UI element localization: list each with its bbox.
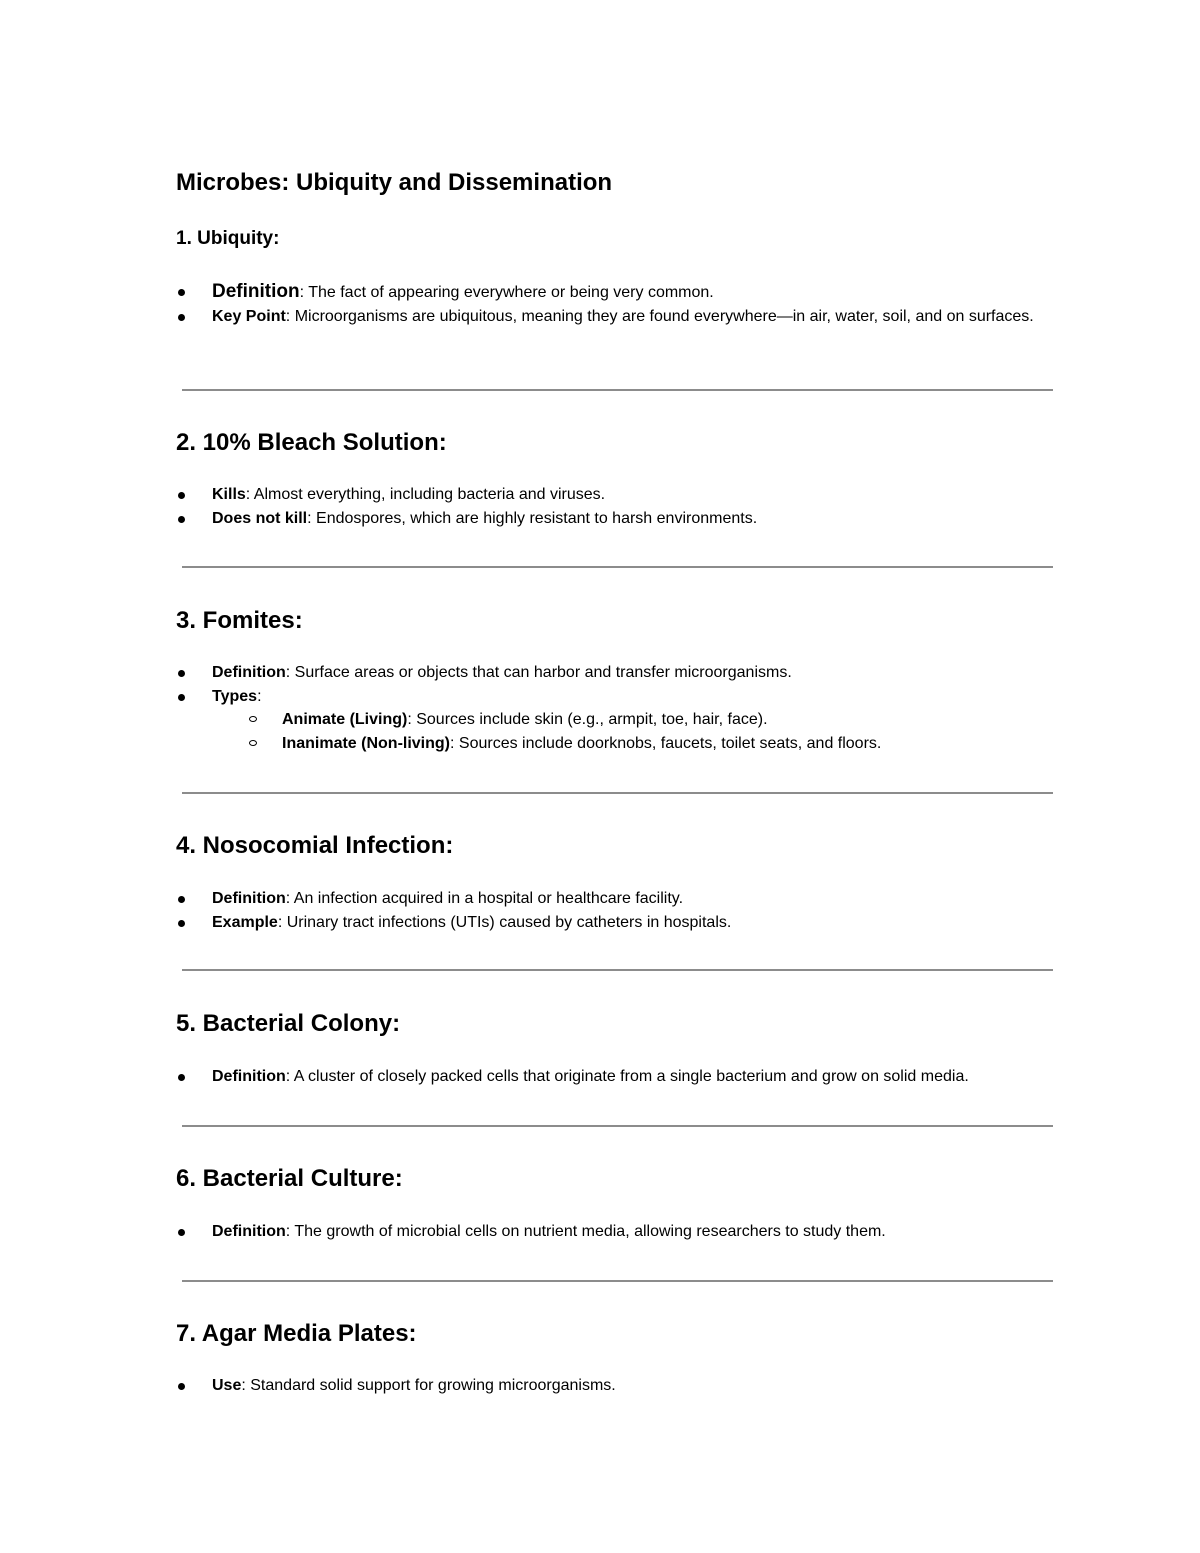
bullet-icon (178, 694, 185, 701)
document-title: Microbes: Ubiquity and Dissemination (176, 169, 613, 196)
section-heading-nosocomial: 4. Nosocomial Infection: (176, 832, 454, 859)
list-item (0, 661, 1052, 684)
item-term: Example (212, 914, 278, 931)
section-divider (182, 1125, 1053, 1127)
section-heading-fomites: 3. Fomites: (176, 607, 303, 634)
item-text: : Urinary tract infections (UTIs) caused by catheters in hospitals. (277, 914, 732, 931)
bullet-icon (178, 314, 185, 321)
section-heading-colony: 5. Bacterial Colony: (176, 1010, 401, 1037)
hollow-bullet-icon (249, 716, 257, 722)
list-item (0, 507, 1052, 530)
item-term: Kills (212, 486, 246, 503)
bullet-icon (178, 920, 185, 927)
section-list-agar (0, 1374, 1052, 1398)
list-item (0, 1220, 1052, 1243)
section-heading-agar: 7. Agar Media Plates: (176, 1320, 417, 1347)
list-item (0, 483, 1052, 506)
bullet-icon (178, 516, 185, 523)
item-text: : The growth of microbial cells on nutrient media, allowing researchers to study them. (285, 1223, 886, 1240)
section-heading-culture: 6. Bacterial Culture: (176, 1165, 403, 1192)
item-text: : Endospores, which are highly resistant to harsh environments. (307, 510, 758, 527)
item-text: : (257, 688, 262, 705)
section-list-ubiquity (0, 280, 1052, 329)
section-list-fomites (0, 661, 1052, 756)
item-term: Animate (Living) (282, 711, 408, 728)
item-term: Key Point (212, 308, 286, 325)
list-item (0, 911, 1052, 934)
item-text: : A cluster of closely packed cells that originate from a single bacterium and grow on solid media. (285, 1068, 969, 1085)
bullet-icon (178, 1229, 185, 1236)
item-term: Definition (212, 281, 300, 302)
item-term: Definition (212, 890, 286, 907)
section-list-culture (0, 1220, 1052, 1244)
item-text: : Microorganisms are ubiquitous, meaning they are found everywhere—in air, water, soil, and on surfaces. (285, 308, 1034, 325)
section-list-bleach (0, 483, 1052, 531)
item-text: : The fact of appearing everywhere or being very common. (299, 284, 714, 301)
section-divider (182, 1280, 1053, 1282)
list-item (0, 887, 1052, 910)
item-term: Types (212, 688, 258, 705)
item-text: : Sources include skin (e.g., armpit, toe, hair, face). (407, 711, 768, 728)
sub-list-item (212, 708, 1042, 731)
bullet-icon (178, 1074, 185, 1081)
item-text: : Surface areas or objects that can harbor and transfer microorganisms. (285, 664, 792, 681)
item-text: : Standard solid support for growing microorganisms. (241, 1377, 616, 1394)
hollow-bullet-icon (249, 740, 257, 746)
sub-list-types (212, 708, 1052, 755)
bullet-icon (178, 289, 185, 296)
bullet-icon (178, 896, 185, 903)
bullet-icon (178, 670, 185, 677)
item-text: : Sources include doorknobs, faucets, toilet seats, and floors. (450, 735, 882, 752)
list-item (0, 685, 1052, 755)
list-item (0, 1374, 1052, 1397)
list-item (0, 1065, 1052, 1088)
item-term: Inanimate (Non-living) (282, 735, 450, 752)
section-list-nosocomial (0, 887, 1052, 935)
sub-list-item (212, 732, 1042, 755)
section-list-colony (0, 1065, 1052, 1089)
section-heading-ubiquity: 1. Ubiquity: (176, 228, 280, 249)
item-term: Definition (212, 664, 286, 681)
item-text: : An infection acquired in a hospital or healthcare facility. (285, 890, 684, 907)
item-term: Use (212, 1377, 242, 1394)
section-divider (182, 389, 1053, 391)
bullet-icon (178, 1383, 185, 1390)
list-item (0, 280, 1052, 304)
list-item (0, 305, 1052, 328)
section-divider (182, 969, 1053, 971)
item-term: Does not kill (212, 510, 308, 527)
section-divider (182, 792, 1053, 794)
section-heading-bleach: 2. 10% Bleach Solution: (176, 429, 447, 456)
item-term: Definition (212, 1068, 286, 1085)
bullet-icon (178, 492, 185, 499)
item-term: Definition (212, 1223, 286, 1240)
item-text: : Almost everything, including bacteria and viruses. (245, 486, 606, 503)
section-divider (182, 566, 1053, 568)
